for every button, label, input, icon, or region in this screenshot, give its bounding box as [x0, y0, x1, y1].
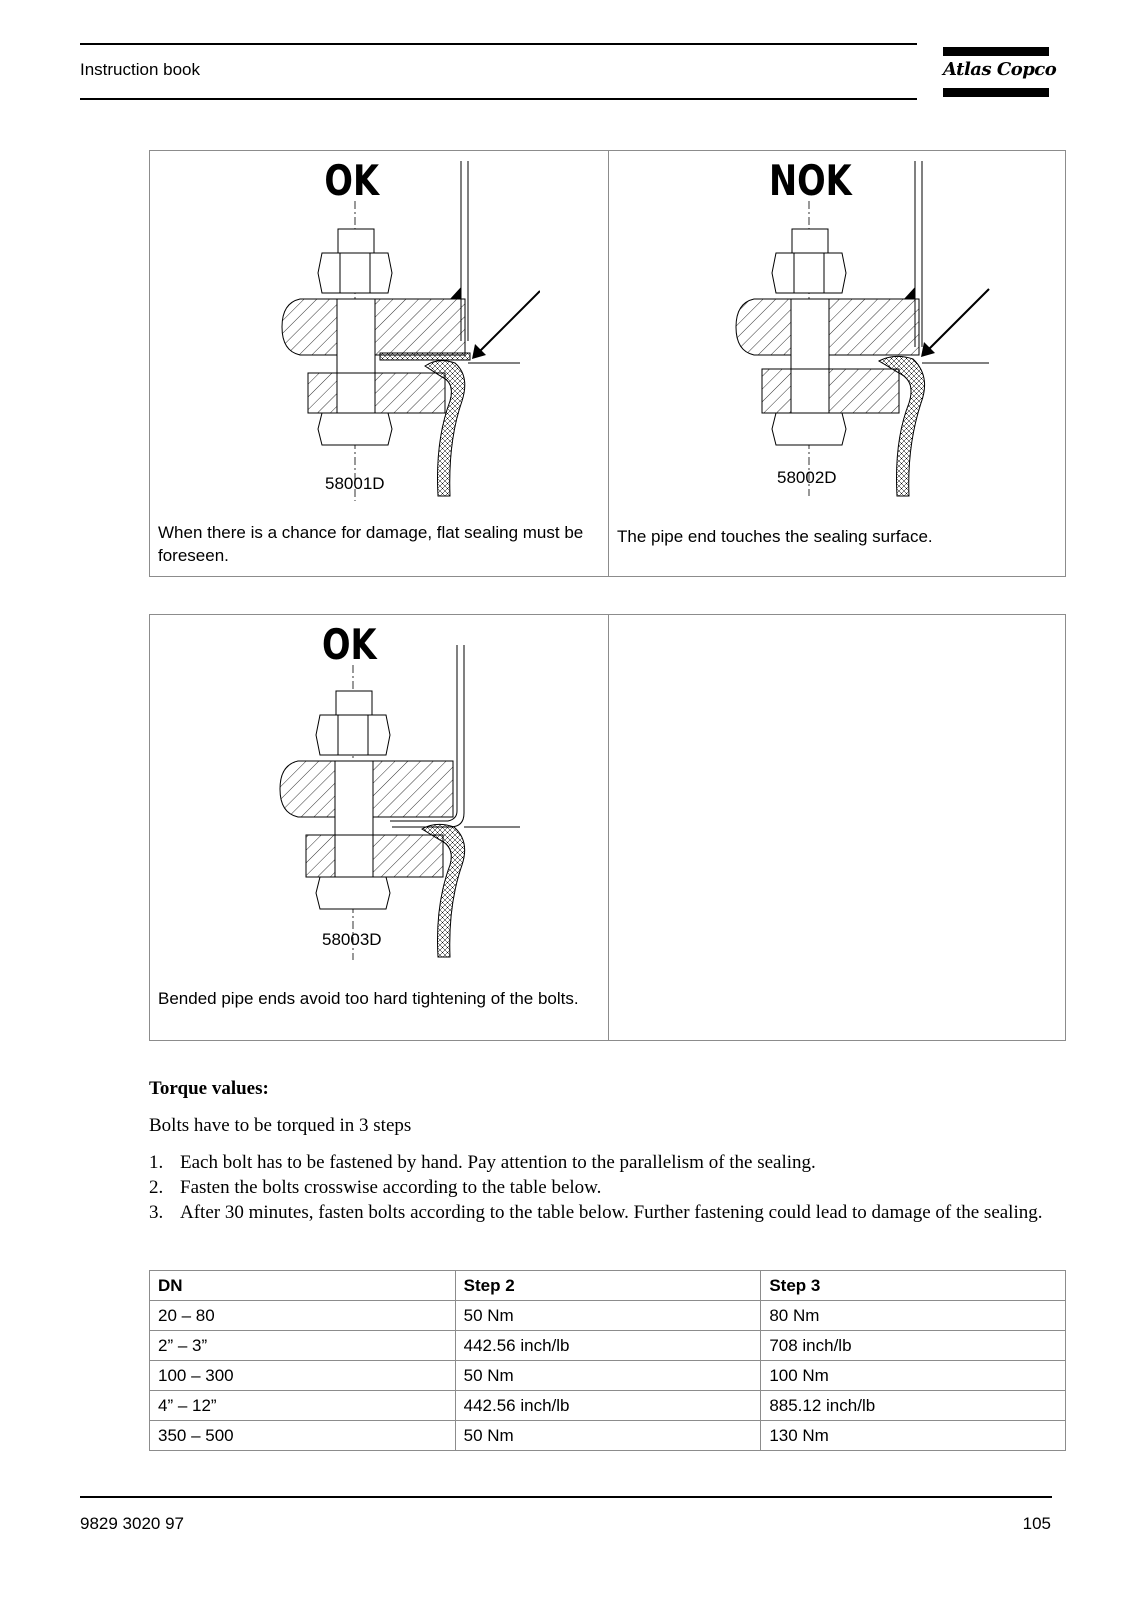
- table-cell: 4” – 12”: [150, 1391, 456, 1421]
- torque-steps-list: [149, 1150, 1069, 1225]
- flange-diagram-ok-flat-sealing: [210, 151, 540, 506]
- figure-cell-empty: [608, 615, 1066, 1040]
- table-cell: 130 Nm: [761, 1421, 1066, 1451]
- figure-caption: When there is a chance for damage, flat sealing must be foreseen.: [158, 523, 584, 565]
- column-header-step2: Step 2: [455, 1271, 761, 1301]
- table-cell: 20 – 80: [150, 1301, 456, 1331]
- step-text: Fasten the bolts crosswise according to the table below.: [180, 1177, 602, 1198]
- list-item: [149, 1150, 1069, 1175]
- header-bottom-rule: [80, 98, 917, 100]
- table-cell: 442.56 inch/lb: [455, 1391, 761, 1421]
- figure-cell-pipe-touches: [608, 151, 1066, 576]
- figure-code: 58003D: [322, 930, 382, 949]
- column-header-dn: DN: [150, 1271, 456, 1301]
- table-cell: 2” – 3”: [150, 1331, 456, 1361]
- table-row: [150, 1361, 1066, 1391]
- flange-diagram-nok: [669, 151, 999, 506]
- figure-code: 58002D: [777, 468, 837, 487]
- logo-top-bar: [943, 47, 1049, 56]
- table-cell: 80 Nm: [761, 1301, 1066, 1331]
- figure-table-top: [149, 150, 1066, 577]
- ok-label: OK: [322, 620, 377, 669]
- table-cell: 50 Nm: [455, 1301, 761, 1331]
- figure-code: 58001D: [325, 474, 385, 493]
- table-cell: 50 Nm: [455, 1421, 761, 1451]
- table-row: [150, 1391, 1066, 1421]
- document-number: 9829 3020 97: [80, 1514, 184, 1533]
- step-number: 2.: [149, 1177, 164, 1198]
- list-item: [149, 1200, 1069, 1225]
- figure-caption: Bended pipe ends avoid too hard tightening of the bolts.: [158, 989, 579, 1008]
- table-row: [150, 1301, 1066, 1331]
- footer-rule: [80, 1496, 1052, 1498]
- table-cell: 885.12 inch/lb: [761, 1391, 1066, 1421]
- step-number: 3.: [149, 1202, 164, 1223]
- step-text: Each bolt has to be fastened by hand. Pay attention to the parallelism of the sealing.: [180, 1152, 816, 1173]
- header-top-rule: [80, 43, 917, 45]
- figure-cell-flat-sealing: [150, 151, 608, 576]
- table-cell: 100 – 300: [150, 1361, 456, 1391]
- nok-label: NOK: [769, 156, 852, 205]
- flange-diagram-ok-bended-pipe: [210, 615, 540, 970]
- list-item: [149, 1175, 1069, 1200]
- step-text: After 30 minutes, fasten bolts according to the table below. Further fastening could lead to damage of the sealing.: [180, 1202, 1043, 1223]
- table-cell: 350 – 500: [150, 1421, 456, 1451]
- ok-label: OK: [324, 156, 379, 205]
- torque-intro: Bolts have to be torqued in 3 steps: [149, 1115, 412, 1136]
- step-number: 1.: [149, 1152, 164, 1173]
- table-cell: 100 Nm: [761, 1361, 1066, 1391]
- table-header-row: [150, 1271, 1066, 1301]
- table-cell: 50 Nm: [455, 1361, 761, 1391]
- table-row: [150, 1421, 1066, 1451]
- torque-heading: Torque values:: [149, 1078, 269, 1099]
- document-type-label: Instruction book: [80, 60, 201, 79]
- table-row: [150, 1331, 1066, 1361]
- figure-caption: The pipe end touches the sealing surface.: [617, 527, 933, 546]
- figure-cell-bended-pipe: [150, 615, 608, 1040]
- page-number: 105: [1022, 1514, 1051, 1533]
- table-cell: 708 inch/lb: [761, 1331, 1066, 1361]
- column-header-step3: Step 3: [761, 1271, 1066, 1301]
- torque-table: [149, 1270, 1066, 1451]
- figure-table-bottom: [149, 614, 1066, 1041]
- logo-wordmark: Atlas Copco: [943, 59, 1057, 80]
- logo-bottom-bar: [943, 88, 1049, 97]
- table-cell: 442.56 inch/lb: [455, 1331, 761, 1361]
- atlas-copco-logo: [943, 47, 1057, 100]
